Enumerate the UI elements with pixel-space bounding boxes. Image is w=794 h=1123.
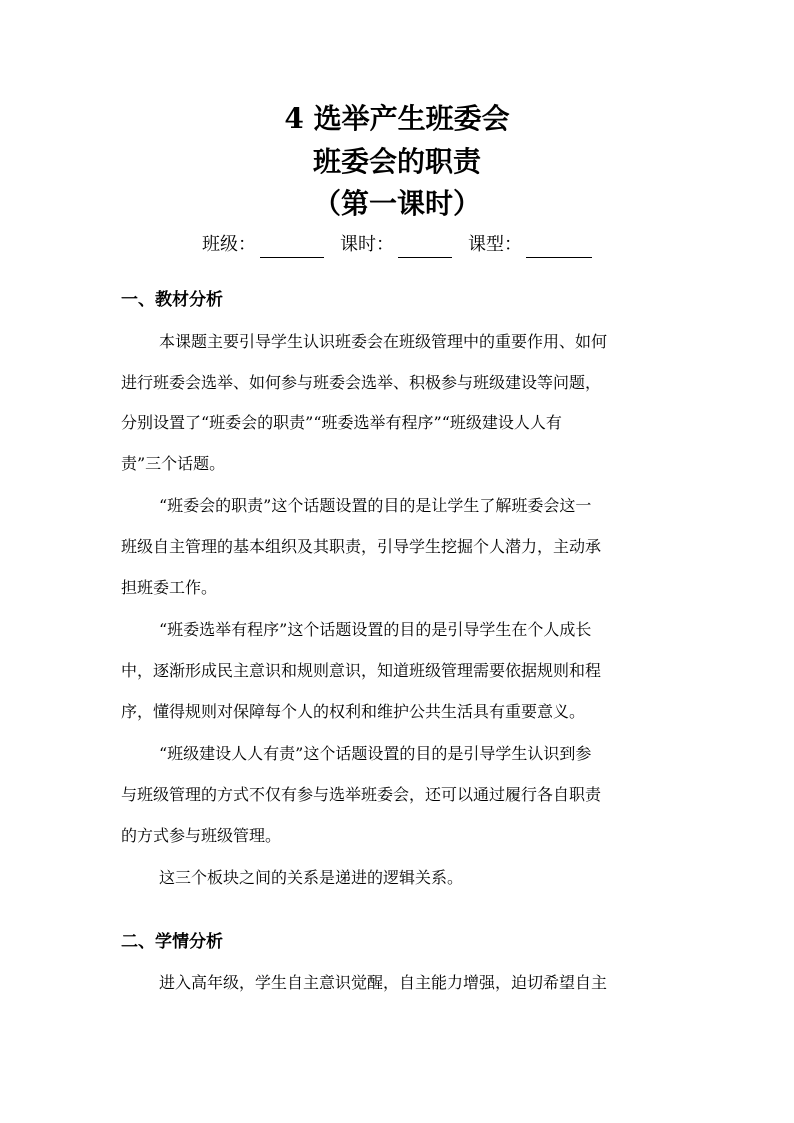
paragraph-line: 责”三个话题。: [121, 454, 226, 473]
lesson-title: 4 选举产生班委会: [284, 102, 510, 135]
section-heading-textbook-analysis: 一、教材分析: [121, 290, 223, 310]
paragraph-line: 本课题主要引导学生认识班委会在班级管理中的重要作用、如何: [159, 332, 608, 351]
paragraph-line: 序，懂得规则对保障每个人的权利和维护公共生活具有重要意义。: [121, 702, 586, 721]
paragraph-line: 中，逐渐形成民主意识和规则意识，知道班级管理需要依据规则和程: [121, 661, 602, 680]
paragraph-line: 进行班委会选举、如何参与班委会选举、积极参与班级建设等问题，: [121, 373, 602, 392]
paragraph-line: 班级自主管理的基本组织及其职责，引导学生挖掘个人潜力，主动承: [121, 537, 602, 556]
paragraph-line: 分别设置了“班委会的职责”“班委选举有程序”“班级建设人人有: [121, 413, 562, 432]
paragraph-line: “班委选举有程序”这个话题设置的目的是引导学生在个人成长: [159, 620, 592, 639]
paragraph-line: “班级建设人人有责”这个话题设置的目的是引导学生认识到参: [159, 744, 592, 763]
type-label: 课型：: [468, 234, 522, 255]
paragraph-line: 担班委工作。: [121, 578, 218, 597]
paragraph-line: 与班级管理的方式不仅有参与选举班委会，还可以通过履行各自职责: [121, 785, 602, 804]
section-heading-student-analysis: 二、学情分析: [121, 932, 223, 952]
class-blank: [260, 237, 324, 258]
paragraph-line: 进入高年级，学生自主意识觉醒，自主能力增强，迫切希望自主: [159, 973, 608, 992]
paragraph-line: “班委会的职责”这个话题设置的目的是让学生了解班委会这一: [159, 496, 592, 515]
paragraph-line: 的方式参与班级管理。: [121, 826, 282, 845]
paragraph-line: 这三个板块之间的关系是递进的逻辑关系。: [159, 868, 464, 887]
lesson-period: （第一课时）: [312, 187, 481, 220]
type-blank: [526, 237, 592, 258]
period-blank: [398, 237, 452, 258]
class-label: 班级：: [202, 234, 256, 255]
lesson-subtitle: 班委会的职责: [312, 145, 481, 178]
period-label: 课时：: [340, 234, 394, 255]
lesson-meta-row: [0, 232, 794, 258]
